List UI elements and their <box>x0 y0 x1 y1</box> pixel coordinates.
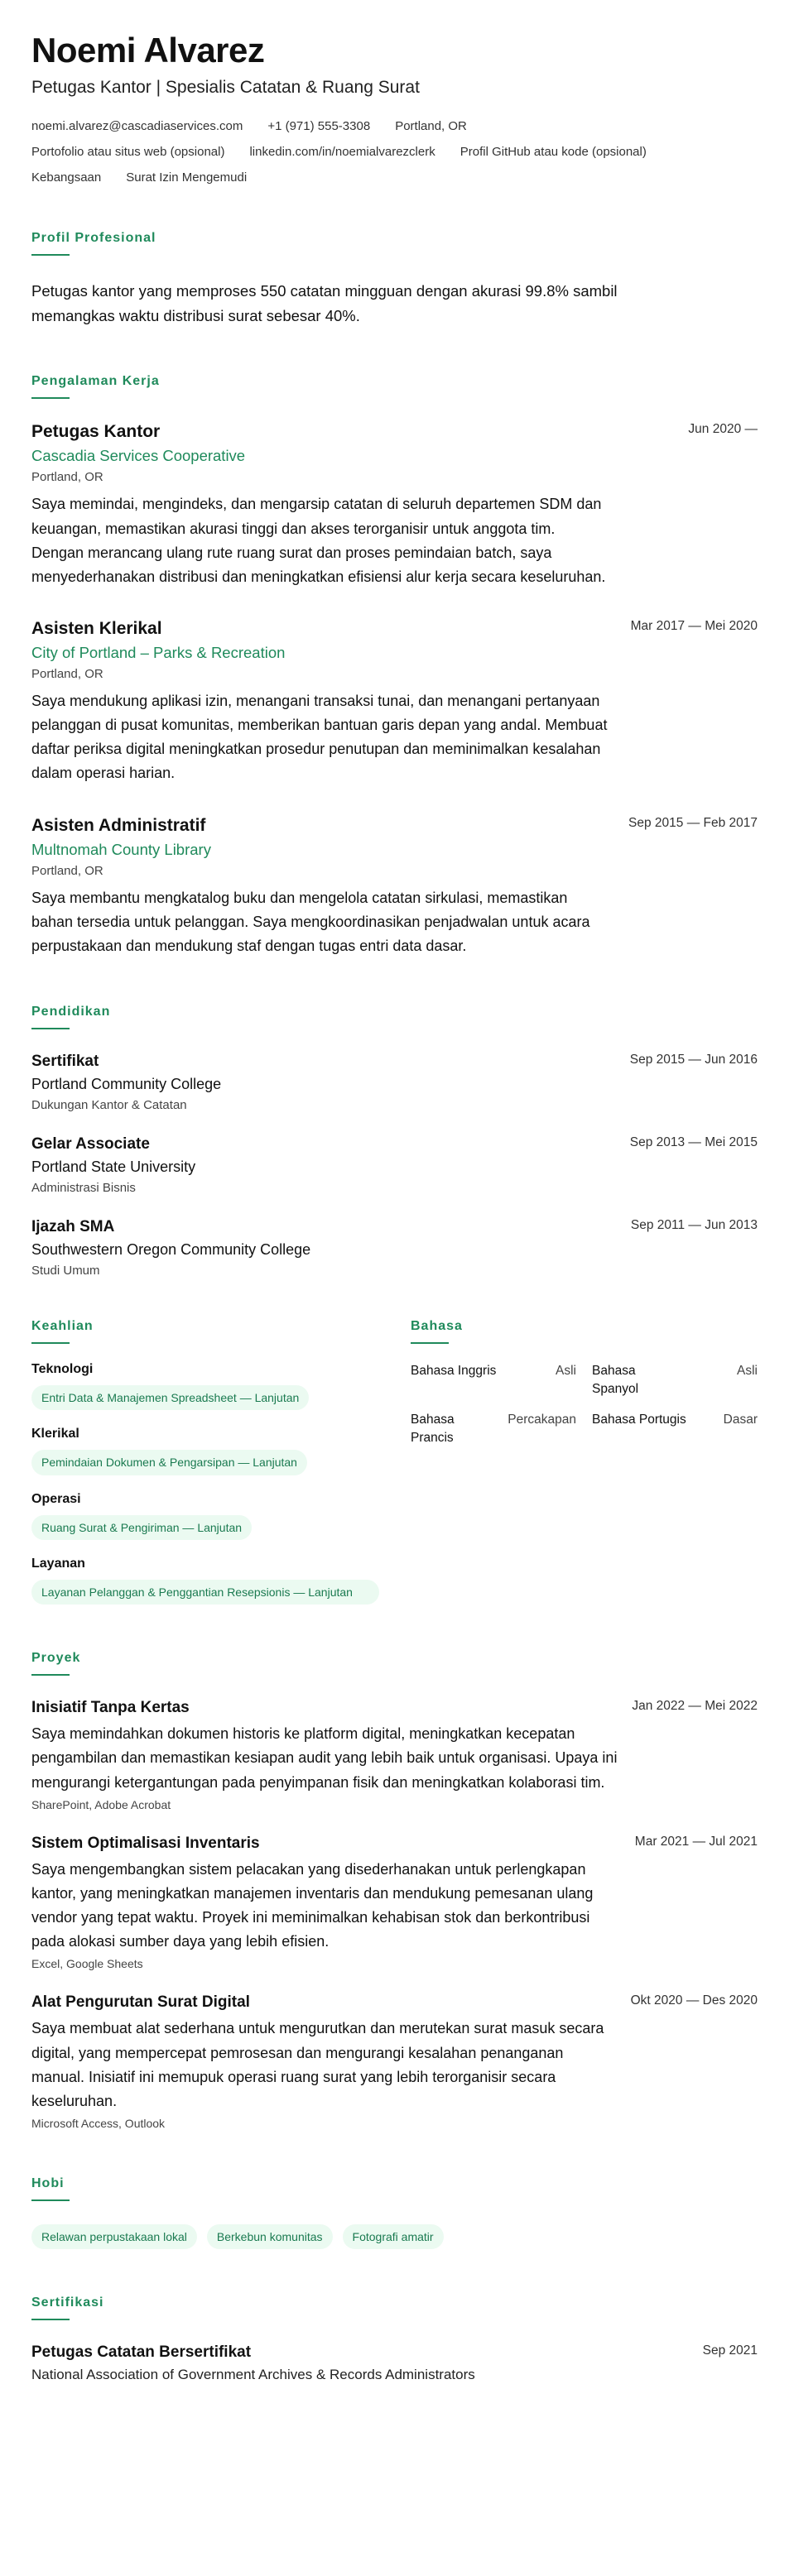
school-name: Portland State University <box>31 1158 196 1176</box>
language-level: Asli <box>556 1364 576 1379</box>
extras-row <box>31 170 758 185</box>
job-location: Portland, OR <box>31 470 103 485</box>
hobby-pill: Berkebun komunitas <box>207 2224 333 2249</box>
job-title: Asisten Klerikal <box>31 619 162 638</box>
hobbies-section <box>31 2176 758 2249</box>
driving-license-text: Surat Izin Mengemudi <box>126 170 248 185</box>
skill-category: Layanan <box>31 1556 85 1571</box>
section-divider <box>31 1674 70 1676</box>
portfolio-link[interactable]: Portofolio atau situs web (opsional) <box>31 145 225 160</box>
skill-category: Klerikal <box>31 1427 79 1442</box>
language-item <box>592 1362 758 1398</box>
section-divider <box>31 1342 70 1344</box>
certifications-section <box>31 2295 758 2383</box>
github-link[interactable]: Profil GitHub atau kode (opsional) <box>459 145 647 160</box>
section-title: Bahasa <box>411 1319 463 1334</box>
job-title: Petugas Kantor <box>31 422 161 442</box>
section-divider <box>31 397 70 399</box>
job-location: Portland, OR <box>31 667 103 681</box>
hobby-pill: Fotografi amatir <box>343 2224 444 2249</box>
section-divider <box>31 254 70 256</box>
skill-pill: Layanan Pelanggan & Penggantian Resepsionis — Lanjutan <box>31 1580 379 1605</box>
skill-group <box>31 1427 379 1475</box>
degree-name: Ijazah SMA <box>31 1218 115 1236</box>
language-level: Percakapan <box>508 1413 576 1427</box>
phone-text: +1 (971) 555-3308 <box>267 119 371 134</box>
job-location: Portland, OR <box>31 863 103 878</box>
section-title: Keahlian <box>31 1319 94 1334</box>
project-description: Saya mengembangkan sistem pelacakan yang disederhanakan untuk perlengkapan kantor, yang meningkatkan manajemen inventaris dan mendukung pemesanan ulang vendor yang tepat waktu. Proyek ini meminimalkan kehabisan stok dan berkontribusi pada alokasi sumber daya yang lebih efisien. <box>31 1860 594 1950</box>
education-date: Sep 2015 — Jun 2016 <box>629 1053 758 1067</box>
project-item <box>31 1835 758 1971</box>
education-date: Sep 2011 — Jun 2013 <box>630 1218 758 1233</box>
language-name: Bahasa Prancis <box>411 1413 455 1446</box>
job-title: Asisten Administratif <box>31 815 206 835</box>
employer-name: Multnomah County Library <box>31 840 211 858</box>
project-description: Saya memindahkan dokumen historis ke platform digital, meningkatkan kecepatan pengambilan dan memastikan kesiapan audit yang lebih baik untuk organisasi. Upaya ini mengurangi ketergantungan pada penyimpanan fisik dan meningkatkan kolaborasi tim. <box>31 1725 618 1791</box>
language-item <box>411 1362 576 1398</box>
language-item <box>411 1411 576 1446</box>
job-date: Sep 2015 — Feb 2017 <box>628 815 758 830</box>
skill-group <box>31 1557 379 1605</box>
project-item <box>31 1699 758 1811</box>
languages-section <box>411 1319 758 1605</box>
section-title: Proyek <box>31 1651 81 1666</box>
school-name: Portland Community College <box>31 1076 222 1093</box>
summary-section <box>31 231 758 328</box>
skills-languages-row <box>31 1319 758 1605</box>
email-text: noemi.alvarez@cascadiaservices.com <box>31 119 243 134</box>
section-title: Sertifikasi <box>31 2295 104 2310</box>
field-of-study: Studi Umum <box>31 1264 100 1278</box>
certification-item <box>31 2343 758 2383</box>
education-date: Sep 2013 — Mei 2015 <box>629 1135 758 1150</box>
languages-grid <box>411 1362 758 1447</box>
skill-pill: Pemindaian Dokumen & Pengarsipan — Lanjutan <box>31 1450 307 1475</box>
resume-header <box>31 31 758 185</box>
section-title: Profil Profesional <box>31 231 156 246</box>
skill-group <box>31 1362 379 1410</box>
skill-pill: Ruang Surat & Pengiriman — Lanjutan <box>31 1515 252 1540</box>
section-title: Hobi <box>31 2176 65 2190</box>
nationality-text: Kebangsaan <box>31 170 102 185</box>
project-name: Inisiatif Tanpa Kertas <box>31 1699 190 1717</box>
project-tech: SharePoint, Adobe Acrobat <box>31 1797 171 1811</box>
project-date: Jan 2022 — Mei 2022 <box>632 1699 758 1714</box>
education-item <box>31 1218 758 1278</box>
hobby-pill: Relawan perpustakaan lokal <box>31 2224 197 2249</box>
language-level: Dasar <box>723 1413 758 1427</box>
job-date: Mar 2017 — Mei 2020 <box>630 619 758 633</box>
certification-issuer: National Association of Government Archives & Records Administrators <box>31 2367 475 2383</box>
school-name: Southwestern Oregon Community College <box>31 1241 311 1259</box>
language-name: Bahasa Inggris <box>411 1364 497 1379</box>
project-date: Mar 2021 — Jul 2021 <box>634 1834 758 1849</box>
project-description: Saya membuat alat sederhana untuk mengurutkan dan merutekan surat masuk secara digital, yang mempercepat pemrosesan dan mengurangi kesalahan penanganan manual. Inisiatif ini memupuk operasi ruang surat yang lebih terorganisir secara keseluruhan. <box>31 2020 604 2109</box>
experience-item <box>31 619 758 786</box>
linkedin-link[interactable]: linkedin.com/in/noemialvarezclerk <box>249 145 435 160</box>
projects-section <box>31 1651 758 2130</box>
education-section <box>31 1005 758 1278</box>
education-item <box>31 1053 758 1112</box>
candidate-name: Noemi Alvarez <box>31 31 265 70</box>
education-item <box>31 1135 758 1195</box>
certification-date: Sep 2021 <box>702 2343 758 2358</box>
project-item <box>31 1993 758 2130</box>
job-description: Saya mendukung aplikasi izin, menangani transaksi tunai, dan menangani pertanyaan pelanggan di pusat komunitas, memberikan bantuan garis depan yang andal. Membuat daftar periksa digital meningkatkan prosedur penutupan dan meminimalkan kesalahan dalam operasi harian. <box>31 693 608 782</box>
section-divider <box>31 2199 70 2201</box>
links-row <box>31 145 758 159</box>
experience-item <box>31 422 758 589</box>
language-item <box>592 1411 758 1446</box>
project-name: Alat Pengurutan Surat Digital <box>31 1993 250 2012</box>
language-level: Asli <box>737 1364 758 1379</box>
field-of-study: Dukungan Kantor & Catatan <box>31 1098 187 1113</box>
job-description: Saya memindai, mengindeks, dan mengarsip catatan di seluruh departemen SDM dan keuangan, memastikan akurasi tinggi dan akses terorganisir untuk anggota tim. Dengan merancang ulang rute ruang surat dan proses pemindaian batch, saya menyederhanakan distribusi dan meningkatkan efisiensi alur kerja secara keseluruhan. <box>31 496 606 585</box>
experience-section <box>31 374 758 958</box>
project-tech: Excel, Google Sheets <box>31 1957 143 1971</box>
section-divider <box>411 1342 449 1344</box>
project-tech: Microsoft Access, Outlook <box>31 2117 166 2130</box>
section-title: Pengalaman Kerja <box>31 374 160 389</box>
location-text: Portland, OR <box>395 119 467 134</box>
language-name: Bahasa Spanyol <box>592 1364 639 1396</box>
skill-category: Operasi <box>31 1491 81 1506</box>
field-of-study: Administrasi Bisnis <box>31 1181 136 1196</box>
project-date: Okt 2020 — Des 2020 <box>630 1993 758 2008</box>
skill-group <box>31 1492 379 1540</box>
employer-name: Cascadia Services Cooperative <box>31 447 246 465</box>
skill-pill: Entri Data & Manajemen Spreadsheet — Lanjutan <box>31 1385 309 1410</box>
candidate-headline: Petugas Kantor | Spesialis Catatan & Ruang Surat <box>31 78 420 98</box>
section-title: Pendidikan <box>31 1005 111 1019</box>
job-description: Saya membantu mengkatalog buku dan mengelola catatan sirkulasi, memastikan bahan tersedia untuk pelanggan. Saya mengkoordinasikan penjadwalan untuk acara perpustakaan dan mendukung staf dengan tugas entri data dasar. <box>31 889 590 954</box>
degree-name: Sertifikat <box>31 1053 99 1071</box>
section-divider <box>31 2319 70 2320</box>
summary-text: Petugas kantor yang memproses 550 catatan mingguan dengan akurasi 99.8% sambil memangkas waktu distribusi surat sebesar 40%. <box>31 282 618 324</box>
language-name: Bahasa Portugis <box>592 1413 686 1427</box>
skill-category: Teknologi <box>31 1362 94 1377</box>
section-divider <box>31 1028 70 1029</box>
skills-section <box>31 1319 379 1605</box>
employer-name: City of Portland – Parks & Recreation <box>31 644 286 661</box>
job-date: Jun 2020 — <box>688 422 758 437</box>
certification-name: Petugas Catatan Bersertifikat <box>31 2343 252 2362</box>
contact-row <box>31 119 758 133</box>
experience-item <box>31 816 758 958</box>
project-name: Sistem Optimalisasi Inventaris <box>31 1834 260 1852</box>
hobbies-list <box>31 2224 758 2249</box>
degree-name: Gelar Associate <box>31 1135 150 1154</box>
